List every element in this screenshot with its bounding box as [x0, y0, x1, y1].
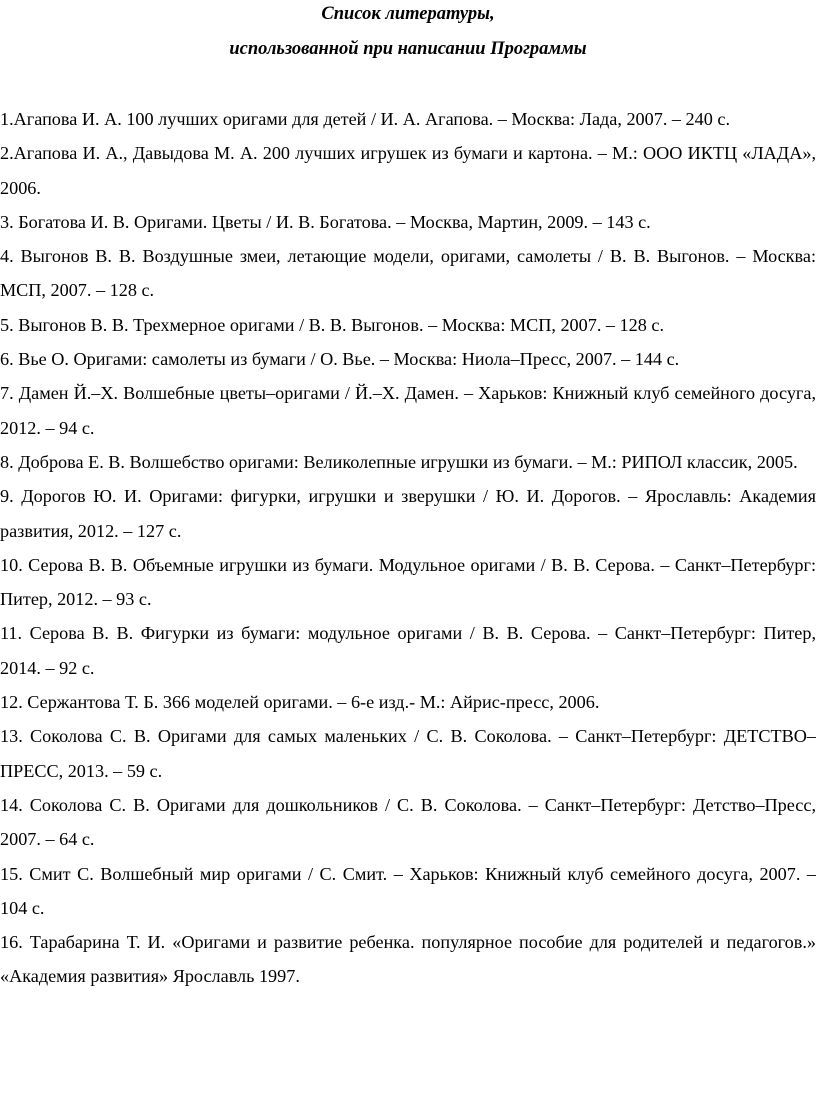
reference-item-5: 5. Выгонов В. В. Трехмерное оригами / В. В. Выгонов. – Москва: МСП, 2007. – 128 с.	[0, 314, 665, 335]
reference-item-16: 16. Тарабарина Т. И. «Оригами и развитие ребенка. популярное пособие для родителей и педагогов.» «Академия развития» Ярославль 1997.	[0, 932, 816, 987]
document-title: Список литературы,	[321, 4, 495, 24]
reference-item-14: 14. Соколова С. В. Оригами для дошкольников / С. В. Соколова. – Санкт–Петербург: Детство–Пресс, 2007. – 64 с.	[0, 794, 816, 850]
reference-item-6: 6. Вье О. Оригами: самолеты из бумаги / О. Вье. – Москва: Ниола–Пресс, 2007. – 144 с.	[0, 349, 680, 370]
reference-item-3: 3. Богатова И. В. Оригами. Цветы / И. В. Богатова. – Москва, Мартин, 2009. – 143 с.	[0, 211, 651, 232]
reference-item-9: 9. Дорогов Ю. И. Оригами: фигурки, игрушки и зверушки / Ю. И. Дорогов. – Ярославль: Академия развития, 2012. – 127 с.	[0, 486, 816, 541]
reference-item-10: 10. Серова В. В. Объемные игрушки из бумаги. Модульное оригами / В. В. Серова. – Санкт–Петербург: Питер, 2012. – 93 с.	[0, 554, 816, 610]
reference-item-8: 8. Доброва Е. В. Волшебство оригами: Великолепные игрушки из бумаги. – М.: РИПОЛ классик, 2005.	[0, 451, 798, 472]
reference-item-1: 1.Агапова И. А. 100 лучших оригами для детей / И. А. Агапова. – Москва: Лада, 2007. – 240 с.	[0, 109, 730, 129]
reference-item-4: 4. Выгонов В. В. Воздушные змеи, летающие модели, оригами, самолеты / В. В. Выгонов. – Москва: МСП, 2007. – 128 с.	[0, 246, 816, 301]
reference-item-15: 15. Смит С. Волшебный мир оригами / С. Смит. – Харьков: Книжный клуб семейного досуга, 2007. – 104 с.	[0, 863, 816, 918]
reference-item-7: 7. Дамен Й.–Х. Волшебные цветы–оригами / Й.–Х. Дамен. – Харьков: Книжный клуб семейного досуга, 2012. – 94 с.	[0, 383, 816, 438]
reference-item-2: 2.Агапова И. А., Давыдова М. А. 200 лучших игрушек из бумаги и картона. – М.: ООО ИКТЦ «ЛАДА», 2006.	[0, 143, 816, 198]
reference-item-12: 12. Сержантова Т. Б. 366 моделей оригами. – 6-е изд.- М.: Айрис-пресс, 2006.	[0, 692, 600, 713]
reference-item-11: 11. Серова В. В. Фигурки из бумаги: модульное оригами / В. В. Серова. – Санкт–Петербург: Питер, 2014. – 92 с.	[0, 623, 816, 678]
reference-item-13: 13. Соколова С. В. Оригами для самых маленьких / С. В. Соколова. – Санкт–Петербург: ДЕТСТВО–ПРЕСС, 2013. – 59 с.	[0, 726, 816, 781]
document-subtitle: использованной при написании Программы	[229, 39, 587, 59]
reference-list	[0, 102, 816, 994]
